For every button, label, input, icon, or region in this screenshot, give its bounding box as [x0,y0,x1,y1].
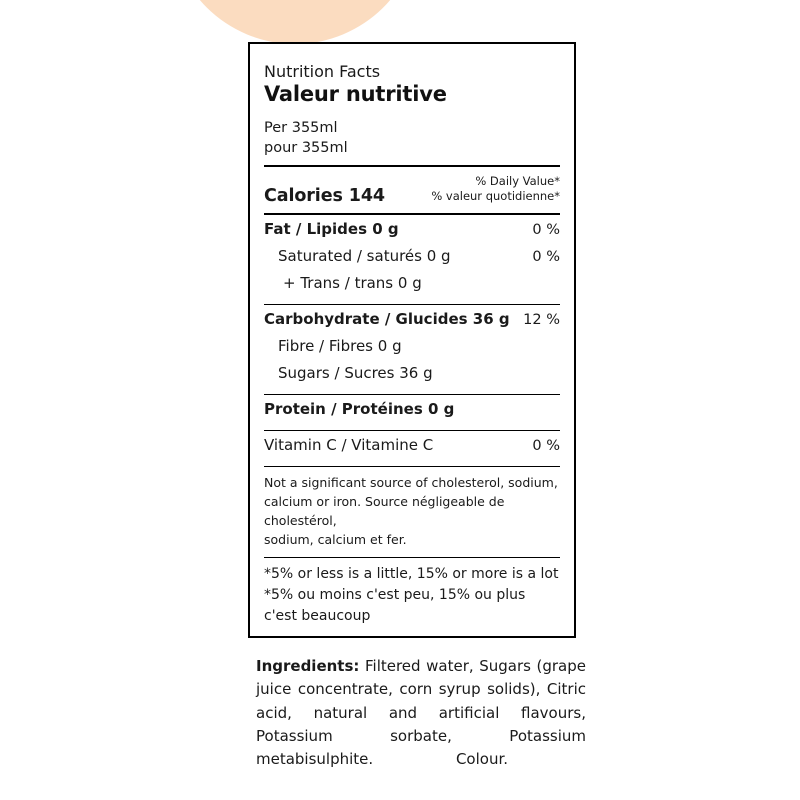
ingredients-heading: Ingredients: [256,657,360,675]
ingredients-block [256,655,586,771]
nutrient-name: Protein / Protéines 0 g [264,400,455,419]
nutrient-row-protein [264,395,560,422]
nutrient-row-sugars [264,359,560,386]
nutrient-row-fibre [264,332,560,359]
nutrient-name: + Trans / trans 0 g [283,274,422,293]
nutrient-daily-value: 12 % [523,312,560,329]
nutrient-row-trans [264,269,560,296]
nutrition-title-en: Nutrition Facts [264,62,381,81]
nutrient-daily-value: 0 % [532,249,560,266]
nutrient-daily-value: 0 % [532,438,560,455]
footnote-line-3: sodium, calcium et fer. [264,531,407,547]
calories-label: Calories 144 [264,186,386,207]
nutrient-daily-value: 0 % [532,222,560,239]
nutrient-name: Fibre / Fibres 0 g [278,337,402,356]
serving-size-en: Per 355ml [264,120,338,137]
nutrient-row-saturated [264,242,560,269]
ingredients-text: Filtered water, Sugars (grape juice concentrate, corn syrup solids), Citric acid, natural and artificial flavours, Potassium sorbate, Potassium metabisulphite. [256,657,586,768]
serving-size-fr: pour 355ml [264,139,348,156]
footnote-line-1: Not a significant source of cholesterol, sodium, [264,475,558,491]
footnote-line-2: calcium or iron. Source négligeable de cholestérol, [264,494,505,528]
nutrient-row-fat [264,215,560,242]
daily-value-header-fr: % valeur quotidienne* [431,189,560,204]
nutrition-facts-panel [248,42,576,638]
nutrient-name: Sugars / Sucres 36 g [278,364,433,383]
nutrient-name: Saturated / saturés 0 g [278,247,451,266]
footnote-block [264,467,560,549]
daily-value-header [431,174,560,206]
nutrient-name: Vitamin C / Vitamine C [264,436,434,455]
daily-value-note-en: *5% or less is a little, 15% or more is a lot [264,566,559,583]
decorative-peach-shape [170,0,420,44]
daily-value-note-fr: *5% ou moins c'est peu, 15% ou plus c'est beaucoup [264,587,526,625]
nutrition-title-fr: Valeur nutritive [264,82,447,106]
daily-value-header-en: % Daily Value* [475,174,560,189]
daily-value-note-block [264,558,560,627]
calories-row [264,167,560,206]
nutrient-name: Fat / Lipides 0 g [264,220,399,239]
nutrient-row-vitamin-c [264,431,560,458]
nutrient-row-carbohydrate [264,305,560,332]
nutrient-name: Carbohydrate / Glucides 36 g [264,310,510,329]
ingredients-trailing-colour: Colour. [455,750,509,768]
